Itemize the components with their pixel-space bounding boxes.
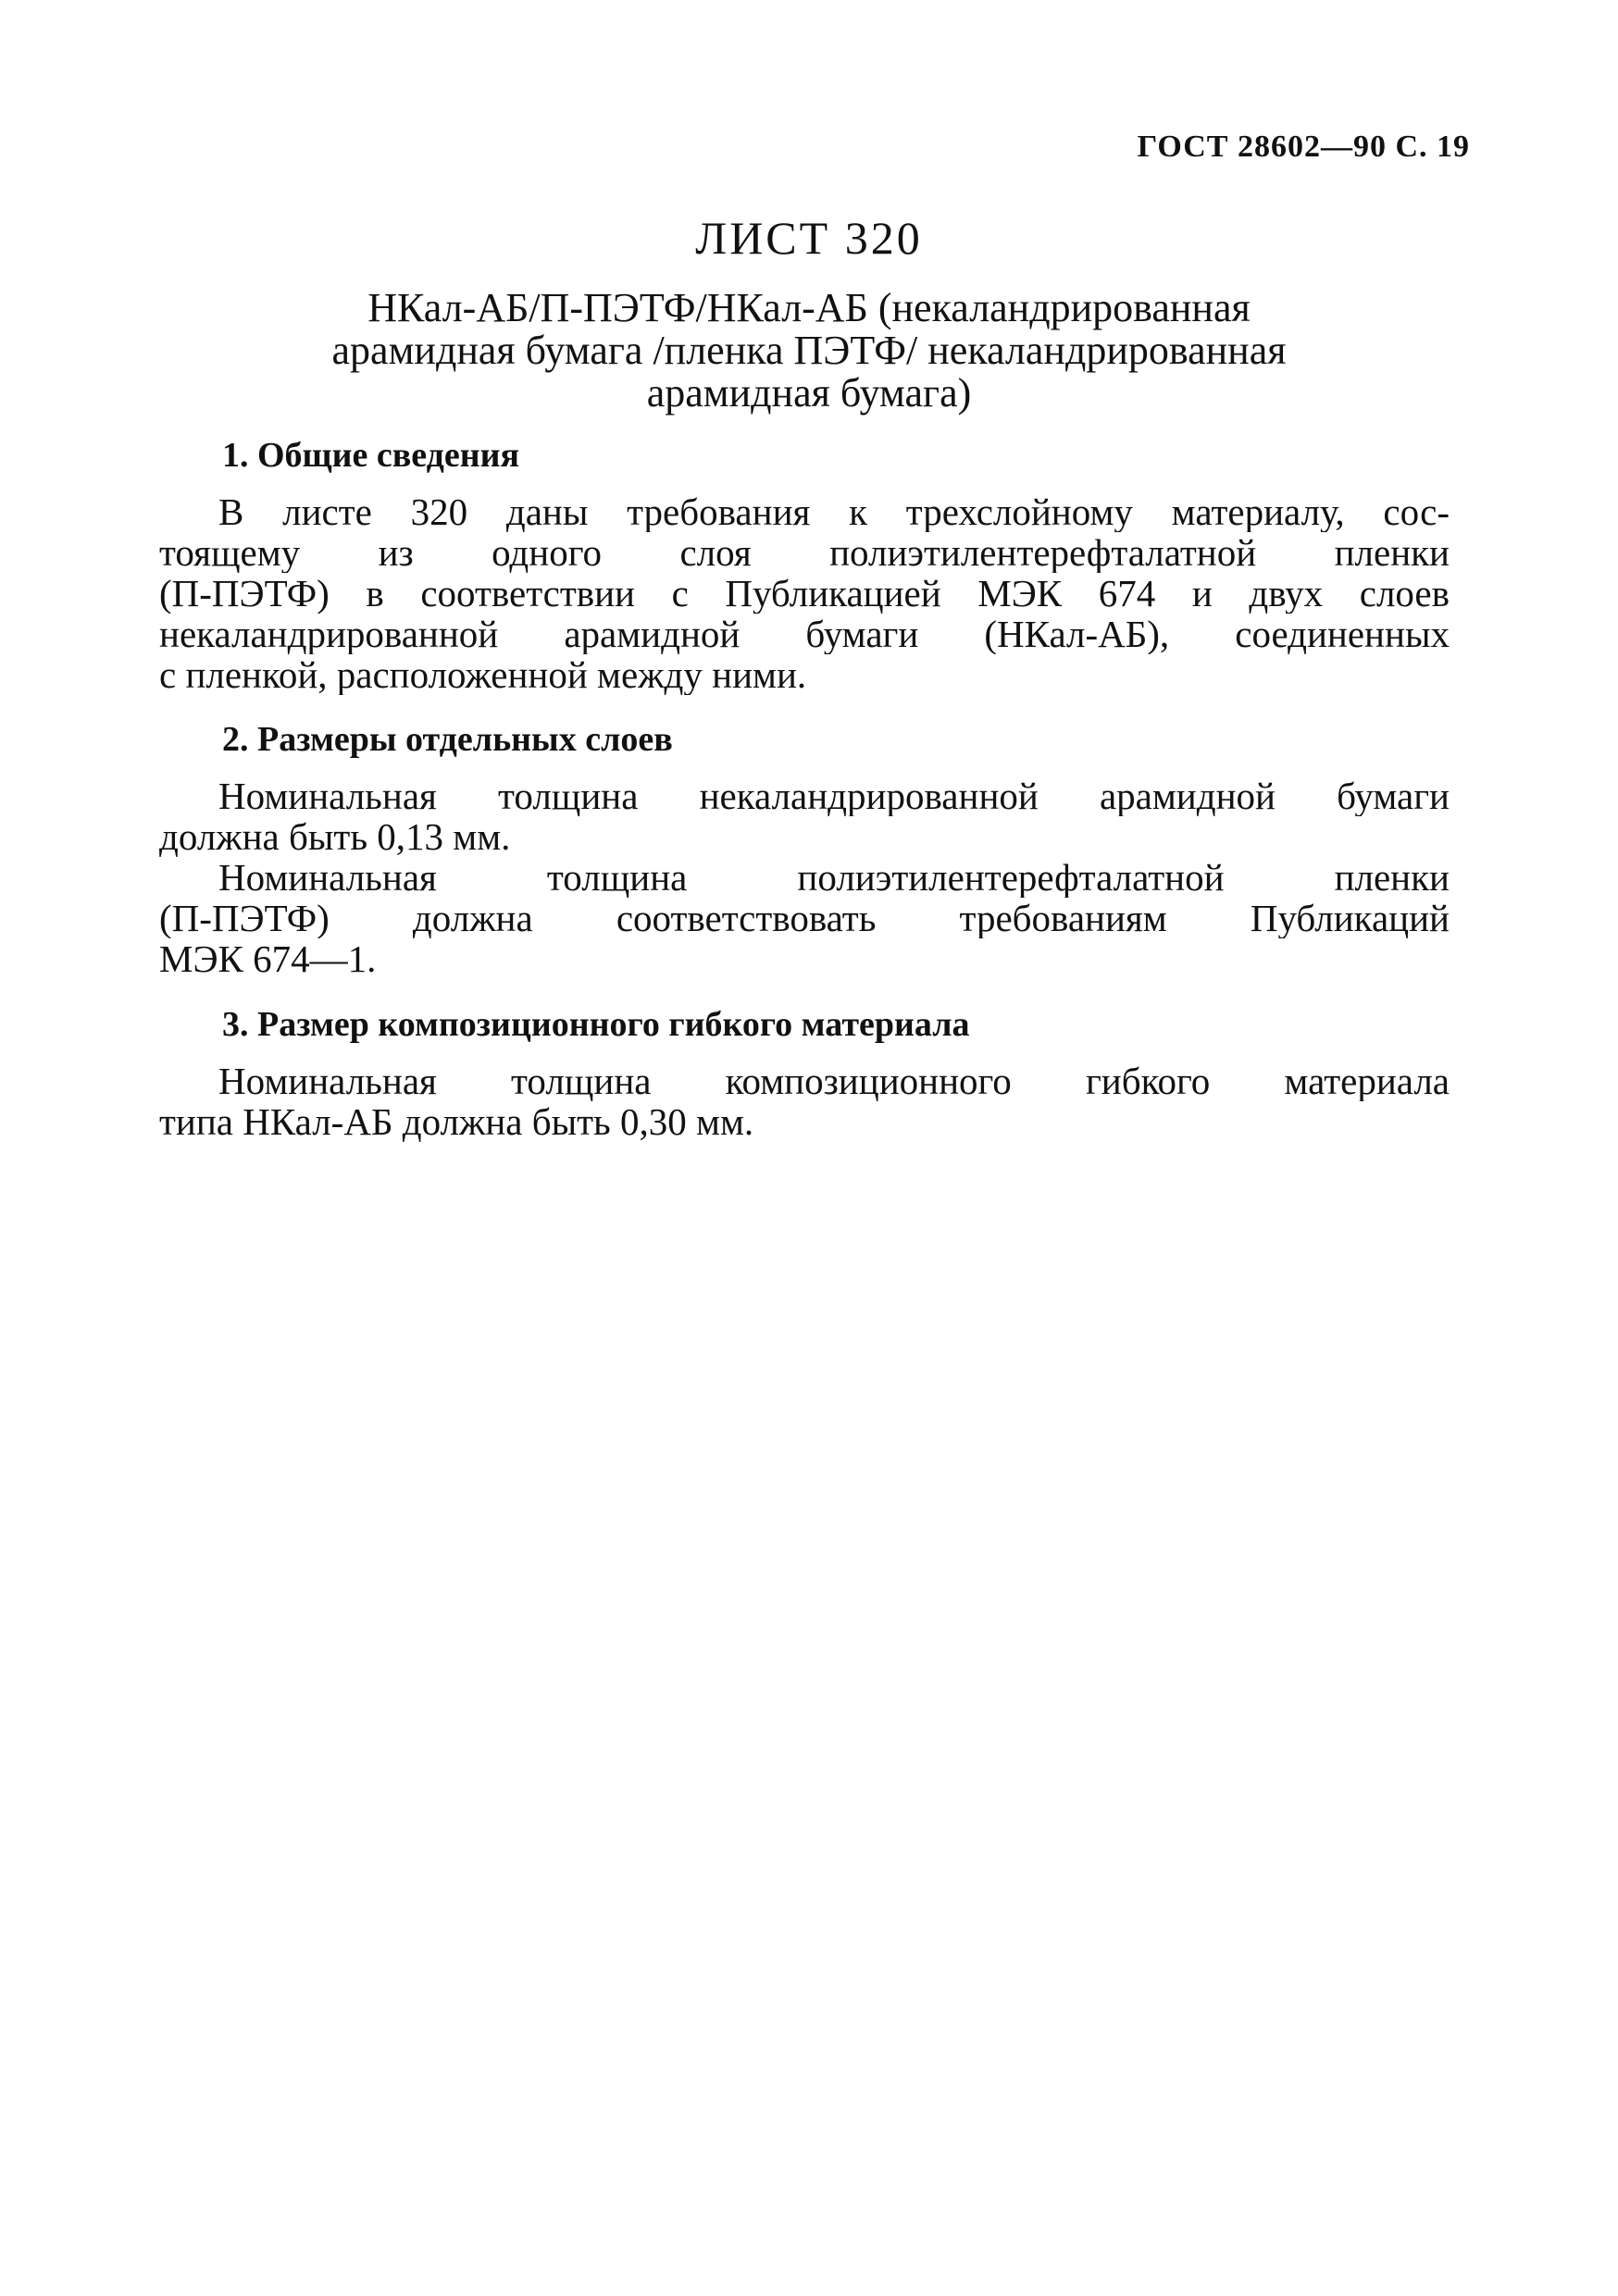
paragraph-line: тоящему из одного слоя полиэтилентерефталатной пленки — [159, 532, 1450, 573]
paragraph-line: Номинальная толщина композиционного гибкого материала — [218, 1061, 1450, 1101]
paragraph-line: должна быть 0,13 мм. — [159, 816, 511, 857]
paragraph-line: (П-ПЭТФ) должна соответствовать требованиям Публикаций — [159, 898, 1450, 938]
section-heading-general: 1. Общие сведения — [222, 436, 520, 475]
paragraph-line: типа НКал-АБ должна быть 0,30 мм. — [159, 1101, 754, 1142]
section-heading-layer-sizes: 2. Размеры отдельных слоев — [222, 720, 673, 759]
paragraph-line: В листе 320 даны требования к трехслойному материалу, сос- — [218, 491, 1450, 532]
section-heading-composite-size: 3. Размер композиционного гибкого материала — [222, 1005, 970, 1044]
sheet-title: ЛИСТ 320 — [695, 212, 923, 264]
subtitle-line: арамидная бумага /пленка ПЭТФ/ некаландрированная — [331, 328, 1287, 373]
subtitle-line: НКал-АБ/П-ПЭТФ/НКал-АБ (некаландрированная — [367, 285, 1251, 330]
section-paragraph — [159, 857, 1450, 979]
subtitle-line: арамидная бумага) — [646, 370, 972, 416]
section-paragraph — [159, 491, 1450, 695]
paragraph-line: МЭК 674—1. — [159, 938, 377, 979]
section-paragraph — [159, 1061, 1450, 1142]
paragraph-line: некаландрированной арамидной бумаги (НКал-АБ), соединенных — [159, 614, 1450, 654]
paragraph-line: с пленкой, расположенной между ними. — [159, 654, 807, 695]
section-paragraph — [159, 776, 1450, 857]
standard-page-header: ГОСТ 28602—90 С. 19 — [1137, 130, 1470, 164]
paragraph-line: (П-ПЭТФ) в соответствии с Публикацией МЭК 674 и двух слоев — [159, 573, 1450, 614]
paragraph-line: Номинальная толщина некаландрированной арамидной бумаги — [218, 776, 1450, 816]
sheet-subtitle — [0, 287, 1618, 415]
paragraph-line: Номинальная толщина полиэтилентерефталатной пленки — [218, 857, 1450, 898]
